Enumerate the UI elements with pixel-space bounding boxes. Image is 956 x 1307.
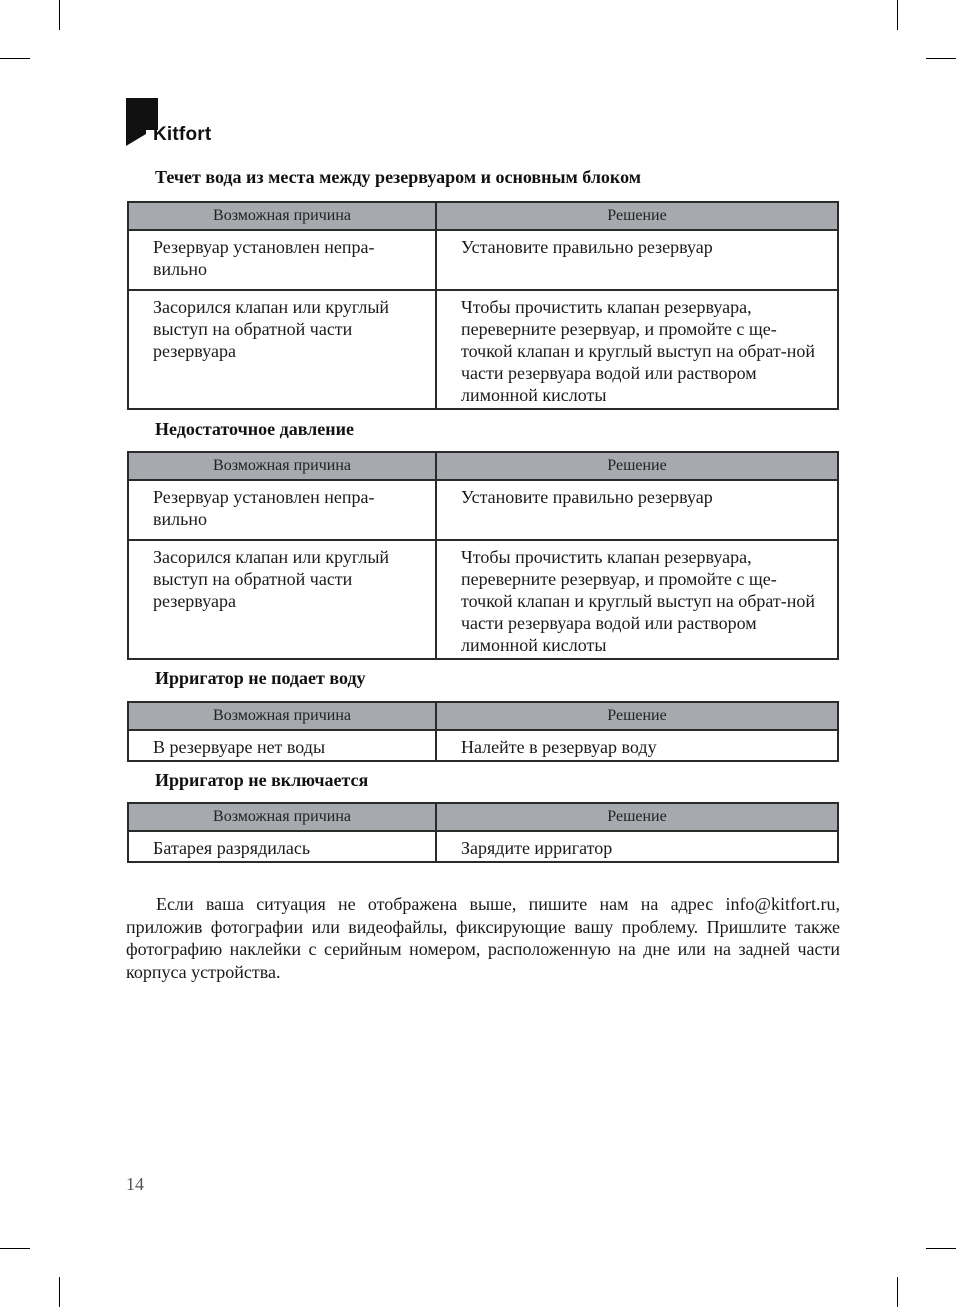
column-header-cause: Возможная причина: [128, 803, 436, 831]
column-header-solution: Решение: [436, 702, 838, 730]
table-row: [128, 540, 838, 659]
crop-mark: [59, 1277, 60, 1307]
column-header-solution: Решение: [436, 803, 838, 831]
crop-mark: [897, 1277, 898, 1307]
table-row: [128, 730, 838, 761]
cause-cell: Засорился клапан или круглый выступ на обратной части резервуара: [128, 540, 436, 659]
troubleshooting-table: [127, 701, 839, 762]
troubleshooting-table: [127, 201, 839, 410]
column-header-cause: Возможная причина: [128, 202, 436, 230]
table-header-row: [128, 202, 838, 230]
table-row: [128, 230, 838, 290]
cause-cell: Батарея разрядилась: [128, 831, 436, 862]
table-header-row: [128, 702, 838, 730]
crop-mark: [926, 1248, 956, 1249]
cause-cell: Резервуар установлен непра-вильно: [128, 230, 436, 290]
column-header-cause: Возможная причина: [128, 702, 436, 730]
troubleshooting-table: [127, 802, 839, 863]
table-header-row: [128, 452, 838, 480]
section-title: Ирригатор не подает воду: [155, 668, 366, 688]
column-header-cause: Возможная причина: [128, 452, 436, 480]
solution-cell: Чтобы прочистить клапан резервуара, переверните резервуар, и промойте с ще-точкой клапан и круглый выступ на обрат-ной части резервуара водой или раствором лимонной кислоты: [436, 540, 838, 659]
section-title: Течет вода из места между резервуаром и основным блоком: [155, 167, 641, 187]
column-header-solution: Решение: [436, 452, 838, 480]
crop-mark: [0, 1248, 30, 1249]
table-header-row: [128, 803, 838, 831]
cause-cell: В резервуаре нет воды: [128, 730, 436, 761]
section-title: Недостаточное давление: [155, 419, 355, 439]
page-number: 14: [126, 1174, 144, 1194]
solution-cell: Установите правильно резервуар: [436, 480, 838, 540]
crop-mark: [59, 0, 60, 30]
contact-paragraph: Если ваша ситуация не отображена выше, пишите нам на адрес info@kitfort.ru, приложив фотографии или видеофайлы, фиксирующие вашу проблему. Пришлите также фотографию наклейки с серийным номером, расположенную на дне или на задней части корпуса устройства.: [126, 894, 840, 982]
table-row: [128, 290, 838, 409]
solution-cell: Налейте в резервуар воду: [436, 730, 838, 761]
solution-cell: Чтобы прочистить клапан резервуара, переверните резервуар, и промойте с ще-точкой клапан и круглый выступ на обрат-ной части резервуара водой или раствором лимонной кислоты: [436, 290, 838, 409]
column-header-solution: Решение: [436, 202, 838, 230]
crop-mark: [897, 0, 898, 30]
solution-cell: Зарядите ирригатор: [436, 831, 838, 862]
table-row: [128, 831, 838, 862]
cause-cell: Резервуар установлен непра-вильно: [128, 480, 436, 540]
brand-name: Kitfort: [153, 124, 212, 145]
crop-mark: [0, 58, 30, 59]
solution-cell: Установите правильно резервуар: [436, 230, 838, 290]
troubleshooting-table: [127, 451, 839, 660]
section-title: Ирригатор не включается: [155, 770, 369, 790]
crop-mark: [926, 58, 956, 59]
table-row: [128, 480, 838, 540]
cause-cell: Засорился клапан или круглый выступ на обратной части резервуара: [128, 290, 436, 409]
